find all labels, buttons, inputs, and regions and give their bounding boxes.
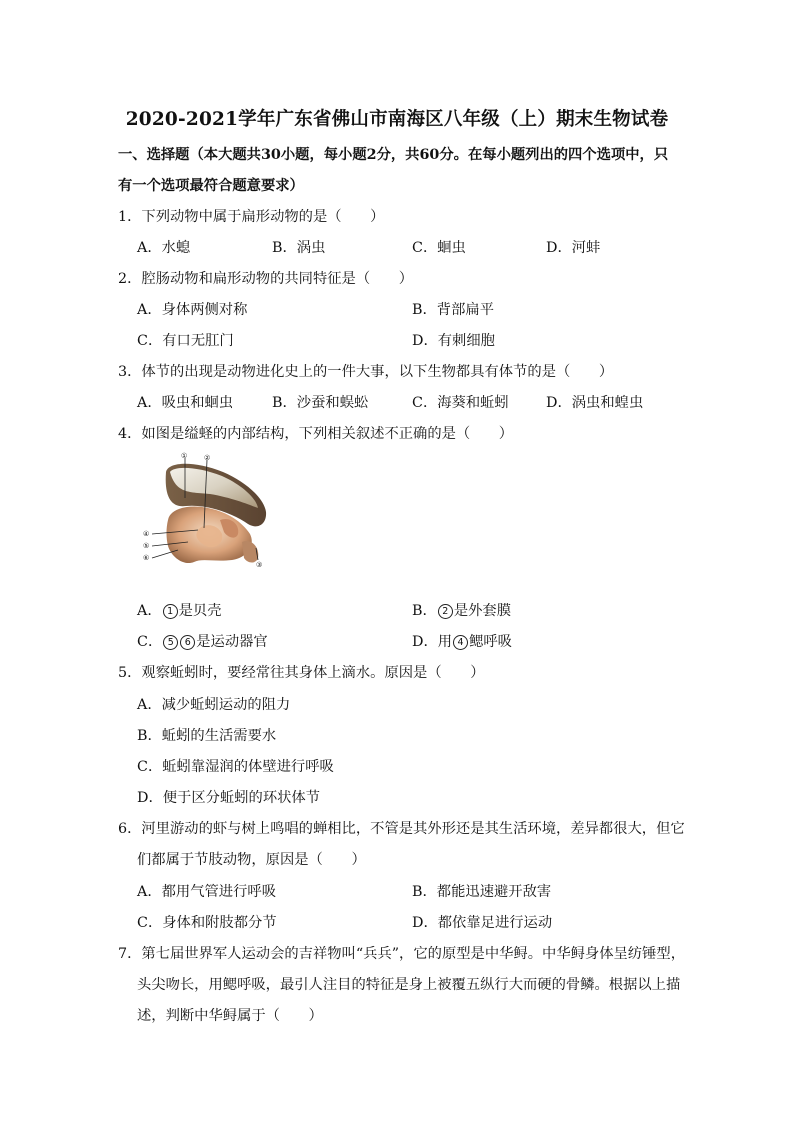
circled-number: 4 (453, 635, 468, 650)
q1-option-b: B．涡虫 (272, 240, 326, 256)
q3-option-c: C．海葵和蚯蚓 (412, 395, 509, 411)
q6-option-a: A．都用气管进行呼吸 (137, 884, 276, 900)
q4-option-c: C． 5 6 是运动器官 (137, 634, 268, 650)
q6-option-b: B．都能迅速避开敌害 (412, 884, 552, 900)
q4-option-a: A． 1 是贝壳 (137, 603, 222, 619)
question-7-stem-line-2: 头尖吻长，用鳃呼吸，最引人注目的特征是身上被覆五纵行大而硬的骨鳞。根据以上描 (137, 977, 681, 993)
question-5-stem: 5．观察蚯蚓时，要经常往其身体上滴水。原因是（ ） (118, 665, 485, 681)
q3-option-d: D．涡虫和蝗虫 (546, 395, 644, 411)
figure-label-5: ⑤ (143, 542, 150, 550)
q1-option-c: C．蛔虫 (412, 240, 466, 256)
question-1-stem: 1．下列动物中属于扁形动物的是（ ） (118, 209, 385, 225)
q1-option-d: D．河蚌 (546, 240, 601, 256)
figure-label-1: ① (181, 452, 188, 460)
q6-option-d: D．都依靠足进行运动 (412, 915, 553, 931)
figure-label-3: ③ (256, 561, 263, 568)
question-3-stem: 3．体节的出现是动物进化史上的一件大事，以下生物都具有体节的是（ ） (118, 364, 614, 380)
question-7-stem-line-1: 7．第七届世界军人运动会的吉祥物叫“兵兵”，它的原型是中华鲟。中华鲟身体呈纺锤型， (118, 946, 685, 962)
figure-label-2: ② (204, 454, 211, 462)
q5-option-b: B．蚯蚓的生活需要水 (137, 728, 277, 744)
circled-number: 6 (180, 635, 195, 650)
q5-option-c: C．蚯蚓靠湿润的体壁进行呼吸 (137, 759, 334, 775)
page-title: 2020-2021学年广东省佛山市南海区八年级（上）期末生物试卷 (125, 109, 669, 130)
circled-number: 2 (438, 604, 453, 619)
q2-option-d: D．有刺细胞 (412, 333, 495, 349)
q5-option-a: A．减少蚯蚓运动的阻力 (137, 697, 291, 713)
q4-option-b: B． 2 是外套膜 (412, 603, 511, 619)
q3-option-b: B．沙蚕和蜈蚣 (272, 395, 369, 411)
q2-option-c: C．有口无肛门 (137, 333, 234, 349)
q5-option-d: D．便于区分蚯蚓的环状体节 (137, 790, 321, 806)
section-heading-line-2: 有一个选项最符合题意要求） (118, 178, 304, 194)
razor-clam-figure (138, 450, 268, 568)
question-7-stem-line-3: 述，判断中华鲟属于（ ） (137, 1008, 323, 1024)
question-2-stem: 2．腔肠动物和扁形动物的共同特征是（ ） (118, 271, 414, 287)
figure-label-4: ④ (143, 530, 150, 538)
q4-option-d: D．用 4 鳃呼吸 (412, 634, 512, 650)
question-6-stem-line-1: 6．河里游动的虾与树上鸣唱的蝉相比，不管是其外形还是其生活环境，差异都很大，但它 (118, 821, 685, 837)
q2-option-a: A．身体两侧对称 (137, 302, 248, 318)
q3-option-a: A．吸虫和蛔虫 (137, 395, 234, 411)
figure-label-6: ⑥ (143, 554, 150, 562)
circled-number: 5 (163, 635, 178, 650)
razor-clam-image (138, 450, 268, 568)
question-6-stem-line-2: 们都属于节肢动物，原因是（ ） (137, 852, 366, 868)
q2-option-b: B．背部扁平 (412, 302, 494, 318)
circled-number: 1 (163, 604, 178, 619)
q1-option-a: A．水螅 (137, 240, 191, 256)
section-heading-line-1: 一、选择题（本大题共30小题，每小题2分，共60分。在每小题列出的四个选项中，只 (118, 147, 669, 163)
question-4-stem: 4．如图是缢蛏的内部结构，下列相关叙述不正确的是（ ） (118, 426, 514, 442)
q6-option-c: C．身体和附肢都分节 (137, 915, 277, 931)
